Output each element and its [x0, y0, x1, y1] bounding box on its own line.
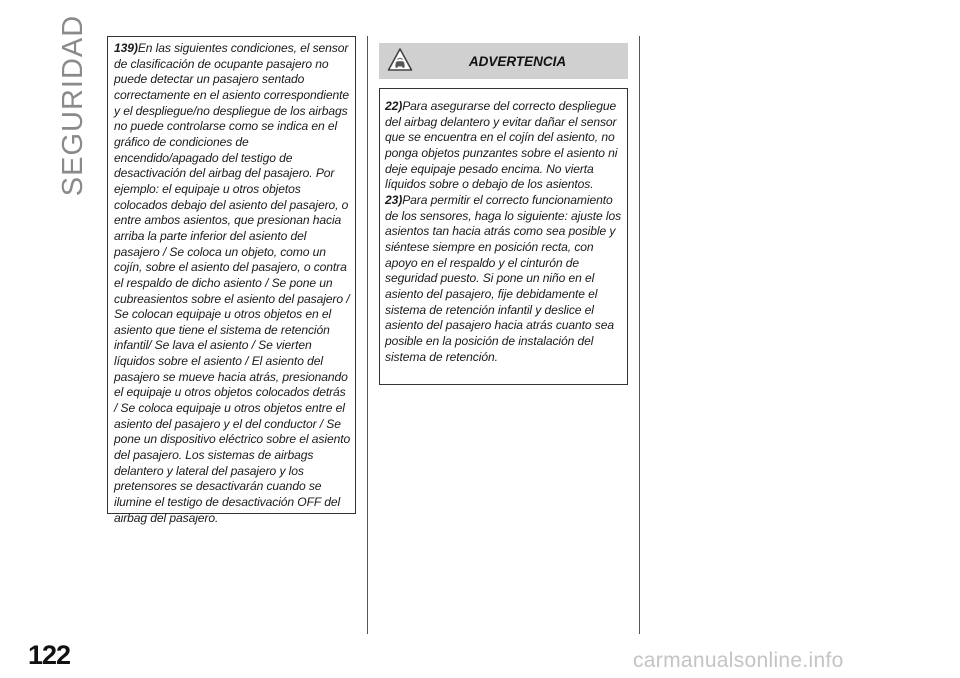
warning-item-text: Para permitir el correcto funcionamiento de los sensores, haga lo siguiente: ajuste los asientos tan hacia atrás como sea posible y siéntese siempre en posición recta, con apoyo en el respaldo y el cinturón de seguridad puesto. Si pone un niño en el asiento del pasajero, fije debidamente el sistema de retención infantil y deslice el asiento del pasajero hacia atrás cuanto sea posible en la posición de instalación del sistema de retención. [385, 192, 622, 364]
section-tab-label: SEGURIDAD [57, 14, 90, 196]
watermark: carmanualsonline.info [633, 649, 844, 672]
warning-box [379, 88, 628, 385]
footnote-number: 139) [114, 41, 138, 55]
footnote-text: En las siguientes condiciones, el sensor de clasificación de ocupante pasajero no puede detectar un pasajero sentado correctamente en el asiento correspondiente y el despliegue/no despliegue de los airbags no puede controlarse como se indica en el gráfico de condiciones de encendido/apagado del testigo de desactivación del airbag del pasajero. Por ejemplo: el equipaje u otros objetos colocados debajo del asiento del pasajero, o entre ambos asientos, que presionan hacia arriba la parte inferior del asiento del pasajero / Se coloca un objeto, como un cojín, sobre el asiento del pasajero, o contra el respaldo de dicho asiento / Se pone un cubreasientos sobre el asiento del pasajero / Se colocan equipaje u otros objetos en el asiento que tiene el sistema de retención infantil/ Se lava el asiento / Se vierten líquidos sobre el asiento / El asiento del pasajero se mueve hacia atrás, presionando el equipaje u otros objetos colocados detrás / Se coloca equipaje u otros objetos entre el asiento del pasajero y el del conductor / Se pone un dispositivo eléctrico sobre el asiento del pasajero. Los sistemas de airbags delantero y lateral del pasajero y los pretensores se desactivarán cuando se ilumine el testigo de desactivación OFF del airbag del pasajero. [114, 41, 351, 525]
warning-item [385, 99, 623, 193]
column-divider-left [367, 36, 368, 634]
warning-header [379, 43, 628, 79]
warning-item-text: Para asegurarse del correcto despliegue del airbag delantero y evitar dañar el sensor que se encuentra en el cojín del asiento, no ponga objetos punzantes sobre el asiento ni deje equipaje pesado encima. No vierta líquidos sobre o debajo de los asientos. [385, 99, 618, 192]
page-number: 122 [28, 640, 71, 670]
section-tab [54, 14, 94, 196]
footnote-paragraph [114, 41, 351, 526]
warning-item [385, 193, 623, 365]
warning-item-number: 23) [385, 192, 403, 207]
warning-title: ADVERTENCIA [468, 53, 567, 69]
footnote-box [107, 36, 356, 525]
warning-item-number: 22) [385, 99, 403, 113]
column-divider-right [639, 36, 640, 634]
